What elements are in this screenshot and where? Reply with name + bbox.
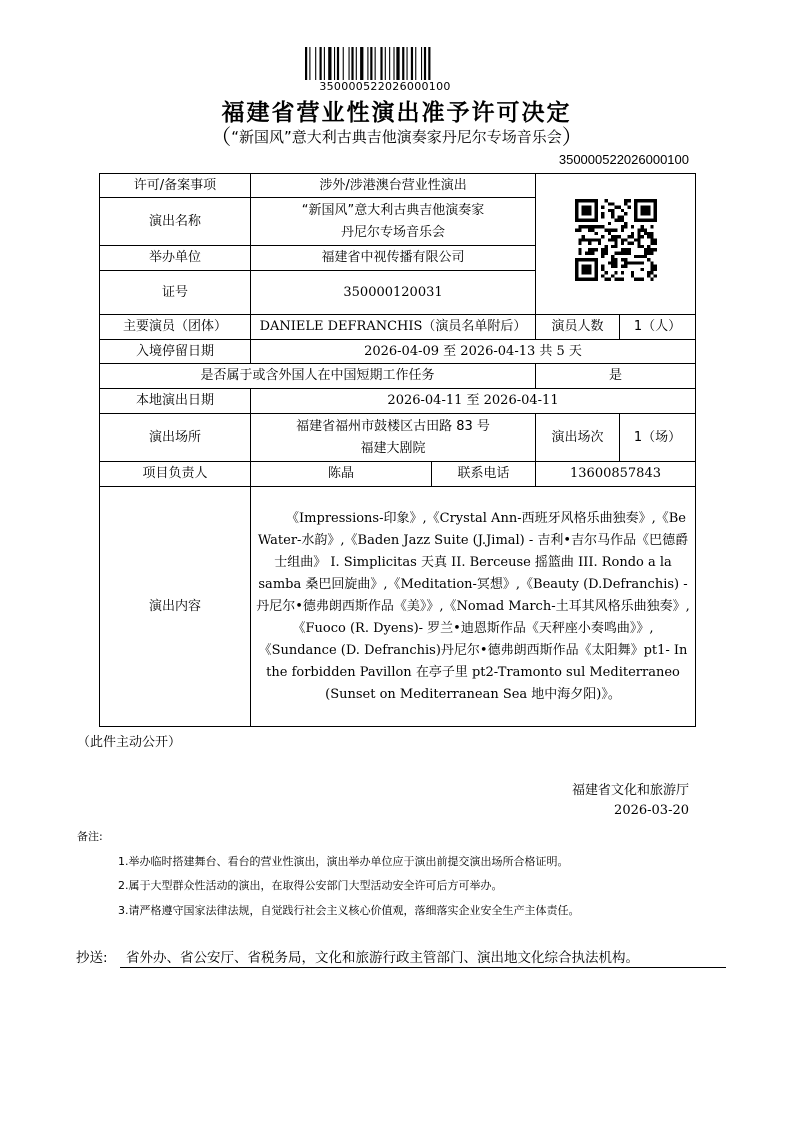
performer-label: 主要演员（团体） — [100, 315, 251, 340]
cc-label: 抄送: — [76, 950, 108, 966]
document-number: 350000522026000100 — [558, 152, 689, 167]
performer-count-value: 1（人） — [620, 315, 696, 340]
page-title: 福建省营业性演出准予许可决定 — [221, 100, 572, 126]
cert-no-value: 350000120031 — [251, 271, 536, 315]
content-value — [251, 487, 696, 727]
venue-label: 演出场所 — [100, 414, 251, 462]
qr-code-icon — [575, 199, 657, 281]
page-subtitle — [0, 121, 793, 151]
stay-value: 2026-04-09 至 2026-04-13 共 5 天 — [251, 340, 696, 364]
performer-value: DANIELE DEFRANCHIS（演员名单附后） — [251, 315, 536, 340]
issuing-department: 福建省文化和旅游厅 — [571, 783, 689, 798]
show-name-label: 演出名称 — [100, 198, 251, 246]
permit-item-value: 涉外/涉港澳台营业性演出 — [251, 174, 536, 198]
permit-table — [99, 173, 696, 727]
barcode-number: 350000522026000100 — [319, 80, 451, 93]
row-short-term — [100, 364, 696, 389]
local-date-label: 本地演出日期 — [100, 389, 251, 414]
row-permit-item — [100, 174, 696, 198]
cert-no-label: 证号 — [100, 271, 251, 315]
show-name-line2: 丹尼尔专场音乐会 — [341, 224, 446, 240]
qr-cell — [536, 174, 696, 315]
venue-value — [251, 414, 536, 462]
row-content — [100, 487, 696, 727]
phone-value: 13600857843 — [536, 462, 696, 487]
row-local-date — [100, 389, 696, 414]
note-item: 1.举办临时搭建舞台、看台的营业性演出，演出举办单位应于演出前提交演出场所合格证明。 — [118, 855, 569, 868]
content-text: 《Impressions-印象》,《Crystal Ann-西班牙风格乐曲独奏》,《Be Water-水韵》,《Baden Jazz Suite (J.Jimal) - 吉利•吉尔马作品《巴德爵士组曲》 I. Simplicitas 天真 II. Berceuse 摇篮曲 III. Rondo a la samba 桑巴回旋曲》,《Meditation-冥想》,《Beauty (D.Defranchis) -丹尼尔•德弗朗西斯作品《美》》,《Nomad March-土耳其风格乐曲独奏》,《Fuoco (R. Dyens)- 罗兰•迪恩斯作品《天秤座小奏鸣曲》》,《Sundance (D. Defranchis)丹尼尔•德弗朗西斯作品《太阳舞》pt1- In the forbidden Pavillon 在亭子里 pt2-Tramonto sul Mediterraneo (Sunset on Mediterranean Sea 地中海夕阳)》。 — [256, 510, 690, 702]
row-venue — [100, 414, 696, 462]
organizer-value: 福建省中视传播有限公司 — [251, 246, 536, 271]
short-term-value: 是 — [536, 364, 696, 389]
phone-label: 联系电话 — [432, 462, 536, 487]
subtitle-open-paren: （ — [210, 125, 232, 149]
row-stay — [100, 340, 696, 364]
performer-count-label: 演员人数 — [536, 315, 620, 340]
local-date-value: 2026-04-11 至 2026-04-11 — [251, 389, 696, 414]
subtitle-close-paren: ） — [561, 125, 583, 149]
notes-label: 备注: — [77, 830, 103, 843]
show-name-line1: “新国风”意大利古典吉他演奏家 — [301, 202, 485, 218]
content-label: 演出内容 — [100, 487, 251, 727]
venue-line2: 福建大剧院 — [360, 440, 426, 456]
permit-item-label: 许可/备案事项 — [100, 174, 251, 198]
row-performer — [100, 315, 696, 340]
row-manager — [100, 462, 696, 487]
cc-recipients: 省外办、省公安厅、省税务局，文化和旅游行政主管部门、演出地文化综合执法机构。 — [120, 946, 726, 968]
note-item: 2.属于大型群众性活动的演出，在取得公安部门大型活动安全许可后方可举办。 — [118, 879, 503, 892]
barcode-icon — [305, 47, 465, 80]
manager-label: 项目负责人 — [100, 462, 251, 487]
shows-label: 演出场次 — [536, 414, 620, 462]
stay-label: 入境停留日期 — [100, 340, 251, 364]
subtitle-text: “新国风”意大利古典吉他演奏家丹尼尔专场音乐会 — [231, 128, 562, 146]
note-item: 3.请严格遵守国家法律法规，自觉践行社会主义核心价值观，落细落实企业安全生产主体责任。 — [118, 904, 580, 917]
venue-line1: 福建省福州市鼓楼区古田路 83 号 — [296, 418, 490, 434]
manager-value: 陈晶 — [251, 462, 432, 487]
issue-date: 2026-03-20 — [614, 803, 689, 818]
show-name-value — [251, 198, 536, 246]
short-term-label: 是否属于或含外国人在中国短期工作任务 — [100, 364, 536, 389]
public-note: （此件主动公开） — [77, 735, 182, 750]
shows-value: 1（场） — [620, 414, 696, 462]
organizer-label: 举办单位 — [100, 246, 251, 271]
